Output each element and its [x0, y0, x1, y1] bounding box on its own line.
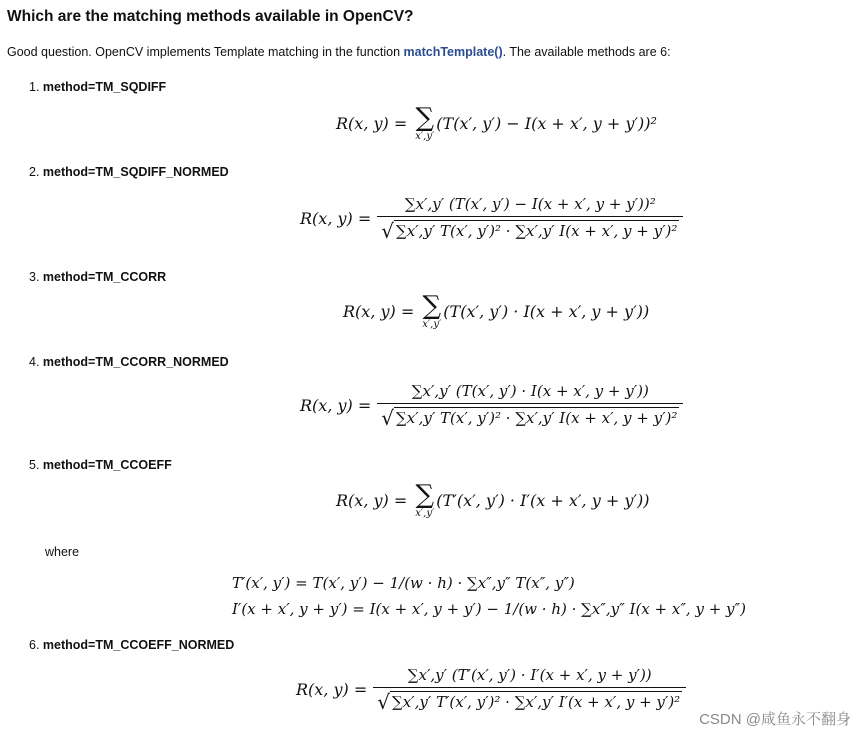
where-label: where	[45, 545, 80, 559]
formula-lhs: R(x, y) =	[300, 396, 372, 416]
fraction-denominator: √ ∑x′,y′ T′(x′, y′)² · ∑x′,y′ I′(x + x′, y + y′)²	[377, 690, 681, 715]
method-item-6	[29, 638, 234, 652]
method-item-4	[29, 355, 229, 369]
summation-symbol: ∑ x′,y′	[415, 103, 435, 142]
fraction-denominator: √ ∑x′,y′ T(x′, y′)² · ∑x′,y′ I(x + x′, y + y′)²	[381, 219, 678, 244]
watermark: CSDN @咸鱼永不翻身	[699, 711, 851, 728]
formula-tm-sqdiff	[336, 105, 657, 142]
formula-lhs: R(x, y) =	[343, 302, 415, 321]
method-number: 2.	[29, 165, 40, 179]
method-label: method=TM_CCORR	[42, 270, 167, 284]
formula-lhs: R(x, y) =	[336, 491, 408, 510]
summation-symbol: ∑ x′,y′	[422, 291, 442, 330]
definition-i-prime: I′(x + x′, y + y′) = I(x + x′, y + y′) − 1/(w · h) · ∑x″,y″ I(x + x″, y + y″)	[232, 600, 746, 618]
page-title: Which are the matching methods available in OpenCV?	[7, 8, 414, 25]
method-label: method=TM_CCOEFF	[42, 458, 172, 472]
method-number: 6.	[29, 638, 40, 652]
intro-text-before: Good question. OpenCV implements Template matching in the function	[7, 45, 404, 59]
formula-tm-sqdiff-normed	[300, 195, 683, 242]
function-name: matchTemplate()	[403, 45, 503, 59]
method-item-2	[29, 165, 229, 179]
formula-body: (T(x′, y′) − I(x + x′, y + y′))²	[436, 114, 657, 133]
formula-lhs: R(x, y) =	[296, 680, 368, 700]
fraction-denominator: √ ∑x′,y′ T(x′, y′)² · ∑x′,y′ I(x + x′, y + y′)²	[381, 406, 678, 431]
formula-lhs: R(x, y) =	[300, 209, 372, 229]
formula-tm-ccorr	[343, 293, 649, 330]
method-label: method=TM_CCOEFF_NORMED	[42, 638, 235, 652]
formula-tm-ccoeff	[336, 482, 649, 519]
method-number: 4.	[29, 355, 40, 369]
method-number: 5.	[29, 458, 40, 472]
formula-lhs: R(x, y) =	[336, 114, 408, 133]
method-item-1	[29, 80, 166, 94]
method-item-3	[29, 270, 166, 284]
method-number: 1.	[29, 80, 40, 94]
definition-t-prime: T′(x′, y′) = T(x′, y′) − 1/(w · h) · ∑x″,y″ T(x″, y″)	[232, 574, 575, 592]
fraction	[377, 382, 683, 429]
intro-text-after: . The available methods are 6:	[502, 45, 671, 59]
formula-tm-ccoeff-normed	[296, 666, 686, 713]
method-item-5	[29, 458, 172, 472]
fraction-numerator: ∑x′,y′ (T′(x′, y′) · I′(x + x′, y + y′))	[407, 666, 652, 684]
fraction-numerator: ∑x′,y′ (T(x′, y′) − I(x + x′, y + y′))²	[404, 195, 656, 213]
fraction	[373, 666, 686, 713]
method-label: method=TM_CCORR_NORMED	[42, 355, 229, 369]
fraction	[377, 195, 683, 242]
summation-symbol: ∑ x′,y′	[415, 480, 435, 519]
intro-paragraph	[7, 45, 671, 59]
formula-body: (T′(x′, y′) · I′(x + x′, y + y′))	[436, 491, 650, 510]
method-label: method=TM_SQDIFF_NORMED	[42, 165, 229, 179]
formula-tm-ccorr-normed	[300, 382, 683, 429]
fraction-numerator: ∑x′,y′ (T(x′, y′) · I(x + x′, y + y′))	[411, 382, 649, 400]
method-label: method=TM_SQDIFF	[42, 80, 167, 94]
method-number: 3.	[29, 270, 40, 284]
formula-body: (T(x′, y′) · I(x + x′, y + y′))	[443, 302, 650, 321]
